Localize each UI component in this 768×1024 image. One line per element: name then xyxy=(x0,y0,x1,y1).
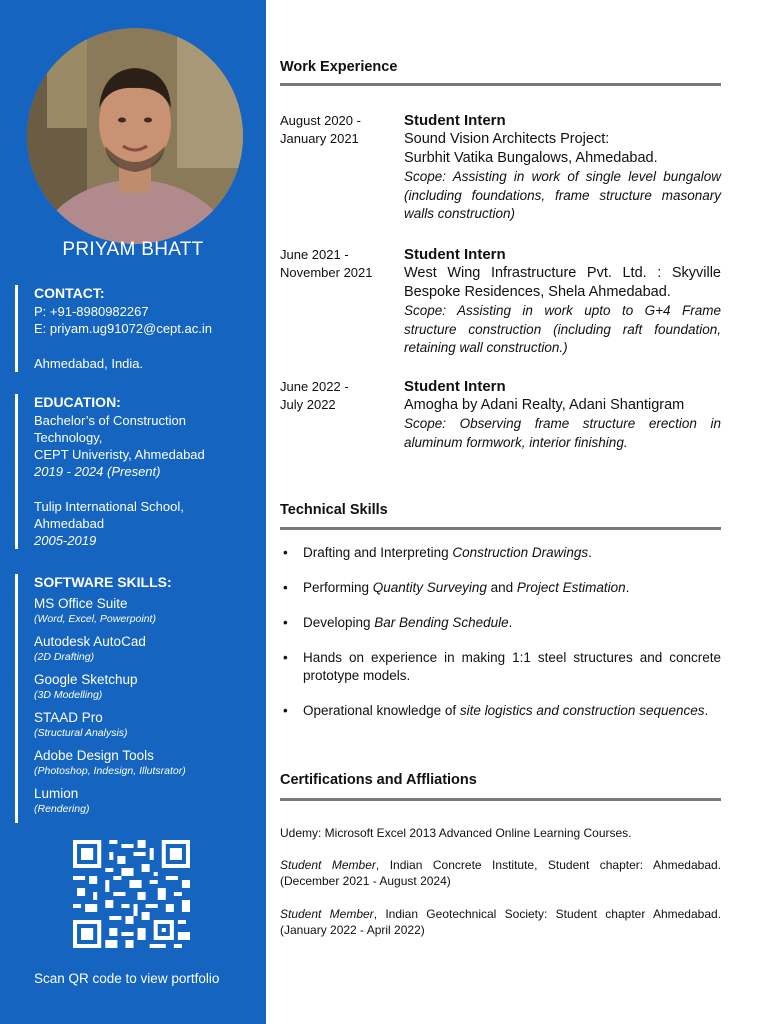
software-detail: (Word, Excel, Powerpoint) xyxy=(34,613,156,625)
certification-item xyxy=(280,906,721,938)
email-address: E: priyam.ug91072@cept.ac.in xyxy=(34,321,212,336)
job-dates xyxy=(280,246,398,282)
job-start: June 2021 - xyxy=(280,247,349,262)
software-name: Google Sketchup xyxy=(34,672,138,687)
section-divider xyxy=(280,798,721,801)
skill-item: • Drafting and Interpreting Construction Drawings. xyxy=(283,545,592,560)
university-years: 2019 - 2024 (Present) xyxy=(34,464,161,479)
software-detail: (Structural Analysis) xyxy=(34,727,128,739)
bullet-icon: • xyxy=(283,703,288,718)
section-divider xyxy=(280,83,721,86)
job-role: Student Intern xyxy=(404,112,506,129)
software-detail: (Photoshop, Indesign, Illutsrator) xyxy=(34,765,186,777)
job-dates xyxy=(280,112,398,148)
job-scope: Scope: Observing frame structure erection in aluminum formwork, interior finishing. xyxy=(404,416,721,450)
location: Ahmedabad, India. xyxy=(34,356,144,371)
job-start: August 2020 - xyxy=(280,113,361,128)
software-heading: SOFTWARE SKILLS: xyxy=(34,574,172,590)
membership-detail: , Indian Geotechnical Society: Student chapter Ahmedabad. (January 2022 - April 2022) xyxy=(280,907,722,937)
software-detail: (Rendering) xyxy=(34,803,90,815)
skill-item: • Developing Bar Bending Schedule. xyxy=(283,615,513,630)
job-dates xyxy=(280,378,398,414)
education-section xyxy=(15,394,274,549)
job-role: Student Intern xyxy=(404,246,506,263)
qr-caption: Scan QR code to view portfolio xyxy=(34,971,220,986)
job-details xyxy=(404,246,721,358)
software-detail: (2D Drafting) xyxy=(34,651,95,663)
contact-section xyxy=(15,285,274,372)
bullet-icon: • xyxy=(283,580,288,595)
bullet-icon: • xyxy=(283,545,288,560)
skill-item: • Performing Quantity Surveying and Project Estimation. xyxy=(283,580,630,595)
job-end: November 2021 xyxy=(280,265,373,280)
job-details xyxy=(404,112,721,224)
job-start: June 2022 - xyxy=(280,379,349,394)
spacer xyxy=(34,337,274,355)
profile-photo xyxy=(27,28,243,244)
technical-skills-list xyxy=(280,544,721,737)
certifications-heading: Certifications and Affliations xyxy=(280,772,477,788)
membership-role: Student Member xyxy=(280,907,374,921)
spacer xyxy=(34,480,274,498)
membership-role: Student Member xyxy=(280,858,376,872)
certification-item: Udemy: Microsoft Excel 2013 Advanced Online Learning Courses. xyxy=(280,826,632,840)
candidate-name: PRIYAM BHATT xyxy=(62,239,204,260)
skill-item: • Hands on experience in making 1:1 steel structures and concrete prototype models. xyxy=(283,650,721,683)
job-org-line-2: Surbhit Vatika Bungalows, Ahmedabad. xyxy=(404,150,658,166)
degree-line-1: Bachelor’s of Construction xyxy=(34,413,186,428)
software-name: STAAD Pro xyxy=(34,710,103,725)
membership-detail: , Indian Concrete Institute, Student chapter: Ahmedabad. (December 2021 - August 2024) xyxy=(280,858,721,888)
school-years: 2005-2019 xyxy=(34,533,97,548)
skill-item: • Operational knowledge of site logistics and construction sequences. xyxy=(283,703,709,718)
school-line-2: Ahmedabad xyxy=(34,516,105,531)
section-divider xyxy=(280,527,721,530)
software-name: Lumion xyxy=(34,786,79,801)
software-name: Adobe Design Tools xyxy=(34,748,154,763)
contact-heading: CONTACT: xyxy=(34,285,105,301)
technical-skills-heading: Technical Skills xyxy=(280,502,388,518)
bullet-icon: • xyxy=(283,615,288,630)
bullet-icon: • xyxy=(283,650,288,665)
work-experience-heading: Work Experience xyxy=(280,59,398,75)
job-scope: Scope: Assisting in work of single level bungalow (including foundations, frame structure masonary walls construction) xyxy=(404,169,721,221)
software-name: Autodesk AutoCad xyxy=(34,634,146,649)
job-org: Sound Vision Architects Project: xyxy=(404,131,610,147)
school-line-1: Tulip International School, xyxy=(34,499,184,514)
job-details xyxy=(404,378,721,452)
software-detail: (3D Modelling) xyxy=(34,689,103,701)
sidebar xyxy=(0,0,266,1024)
phone-number: P: +91-8980982267 xyxy=(34,304,149,319)
software-section xyxy=(15,574,274,823)
degree-line-2: Technology, xyxy=(34,430,103,445)
software-name: MS Office Suite xyxy=(34,596,128,611)
job-end: January 2021 xyxy=(280,131,359,146)
university: CEPT Univeristy, Ahmedabad xyxy=(34,447,205,462)
certification-item xyxy=(280,857,721,889)
education-heading: EDUCATION: xyxy=(34,394,121,410)
job-org: Amogha by Adani Realty, Adani Shantigram xyxy=(404,397,685,413)
job-role: Student Intern xyxy=(404,378,506,395)
job-scope: Scope: Assisting in work upto to G+4 Frame structure construction (including raft foundation, retaining wall construction.) xyxy=(404,303,721,355)
job-end: July 2022 xyxy=(280,397,336,412)
portfolio-qr-code[interactable] xyxy=(73,840,190,948)
job-org: West Wing Infrastructure Pvt. Ltd. : Skyville Bespoke Residences, Shela Ahmedabad. xyxy=(404,265,721,300)
